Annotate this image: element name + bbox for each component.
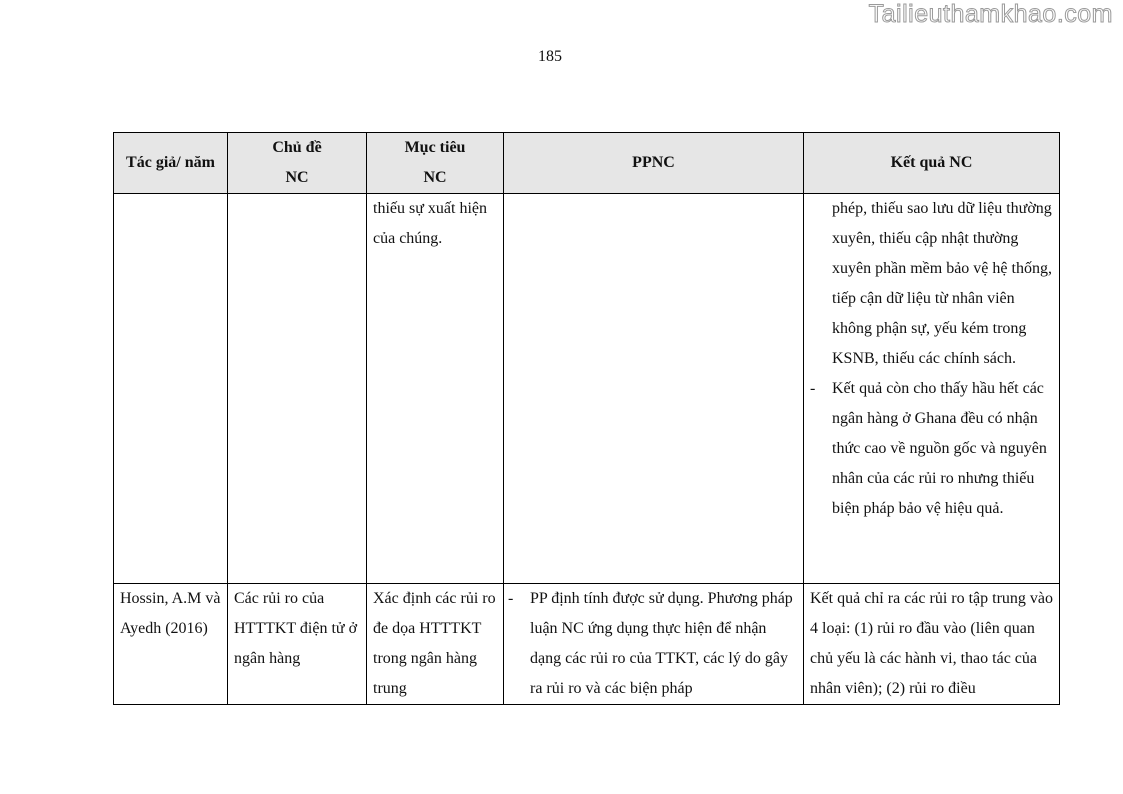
cell-author	[114, 194, 228, 584]
page-number: 185	[538, 48, 562, 65]
result-list	[810, 194, 1053, 524]
result-item: phép, thiếu sao lưu dữ liệu thường xuyên, thiếu cập nhật thường xuyên phần mềm bảo vệ hệ thống, tiếp cận dữ liệu từ nhân viên không phận sự, yếu kém trong KSNB, thiếu các chính sách.	[832, 200, 1052, 367]
cell-objective: Xác định các rủi ro đe dọa HTTTKT trong ngân hàng trung	[367, 584, 504, 705]
cell-topic	[228, 194, 367, 584]
result-item: - Kết quả còn cho thấy hầu hết các ngân hàng ở Ghana đều có nhận thức cao về nguồn gốc và nguyên nhân của các rủi ro nhưng thiếu biện pháp bảo vệ hiệu quả.	[810, 374, 1053, 524]
header-objective-line2: NC	[423, 169, 447, 186]
header-result: Kết quả NC	[804, 133, 1060, 194]
table-header-row	[114, 133, 1060, 194]
watermark: Tailieuthamkhao.com	[868, 0, 1113, 28]
table-row	[114, 194, 1060, 584]
cell-author: Hossin, A.M và Ayedh (2016)	[114, 584, 228, 705]
cell-method	[504, 584, 804, 705]
literature-review-table	[113, 132, 1060, 705]
cell-topic: Các rủi ro của HTTTKT điện tử ở ngân hàng	[228, 584, 367, 705]
header-method: PPNC	[504, 133, 804, 194]
cell-result	[804, 194, 1060, 584]
cell-method	[504, 194, 804, 584]
header-topic-line2: NC	[285, 169, 309, 186]
header-topic-line1: Chủ đề	[272, 139, 322, 156]
table-row	[114, 584, 1060, 705]
header-objective-line1: Mục tiêu	[404, 139, 466, 156]
cell-objective: thiếu sự xuất hiện của chúng.	[367, 194, 504, 584]
method-list	[508, 584, 797, 704]
header-topic	[228, 133, 367, 194]
header-objective	[367, 133, 504, 194]
method-item: - PP định tính được sử dụng. Phương pháp luận NC ứng dụng thực hiện để nhận dạng các rủi ro của TTKT, các lý do gây ra rủi ro và các biện pháp	[508, 584, 797, 704]
cell-result: Kết quả chỉ ra các rủi ro tập trung vào 4 loại: (1) rủi ro đầu vào (liên quan chủ yếu là các hành vi, thao tác của nhân viên); (2) rủi ro điều	[804, 584, 1060, 705]
header-author: Tác giả/ năm	[114, 133, 228, 194]
